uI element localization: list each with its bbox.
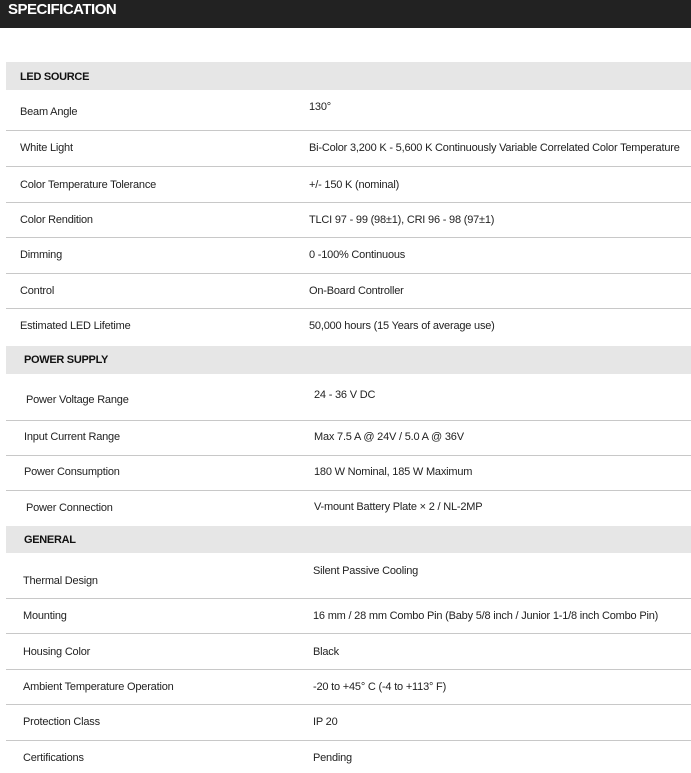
section-header-led-source: [6, 62, 691, 90]
spec-row: [6, 421, 691, 456]
spec-label: Power Voltage Range: [26, 394, 129, 406]
section-title: POWER SUPPLY: [24, 354, 109, 366]
spec-value: On-Board Controller: [309, 285, 404, 297]
spec-row: [6, 238, 691, 274]
spec-value: -20 to +45° C (-4 to +113° F): [313, 681, 447, 693]
spec-row: [6, 634, 691, 670]
spec-label: Color Temperature Tolerance: [20, 179, 157, 191]
spec-value: Bi-Color 3,200 K - 5,600 K Continuously Variable Correlated Color Temperature: [309, 142, 680, 154]
spec-value: 0 -100% Continuous: [309, 249, 406, 261]
spec-row: [6, 131, 691, 167]
spec-value: 16 mm / 28 mm Combo Pin (Baby 5/8 inch / Junior 1-1/8 inch Combo Pin): [313, 610, 659, 622]
spec-row: [6, 456, 691, 491]
spec-value: V-mount Battery Plate × 2 / NL-2MP: [314, 501, 483, 513]
spec-value: TLCI 97 - 99 (98±1), CRI 96 - 98 (97±1): [309, 214, 495, 226]
spec-label: Protection Class: [23, 716, 100, 728]
header-bar: [0, 0, 691, 28]
spec-label: Power Consumption: [24, 466, 120, 478]
spec-row: [6, 670, 691, 705]
spec-row: [6, 374, 691, 421]
spec-label: Estimated LED Lifetime: [20, 320, 131, 332]
spec-label: Thermal Design: [23, 575, 98, 587]
spec-row: [6, 309, 691, 346]
spec-value: Black: [313, 646, 339, 658]
spec-label: Certifications: [23, 752, 84, 764]
spec-label: Housing Color: [23, 646, 91, 658]
spec-row: [6, 553, 691, 599]
section-header-general: [6, 526, 691, 553]
spec-value: 180 W Nominal, 185 W Maximum: [314, 466, 473, 478]
spec-label: Color Rendition: [20, 214, 93, 226]
spec-label: Ambient Temperature Operation: [23, 681, 174, 693]
spec-row: [6, 741, 691, 773]
spec-row: [6, 90, 691, 131]
spec-row: [6, 167, 691, 203]
section-title: LED SOURCE: [20, 71, 90, 83]
spec-row: [6, 203, 691, 238]
spec-label: Control: [20, 285, 55, 297]
page-title: SPECIFICATION: [8, 1, 117, 18]
spec-value: Pending: [313, 752, 352, 764]
spec-label: Power Connection: [26, 502, 113, 514]
spec-value: 24 - 36 V DC: [314, 389, 376, 401]
spec-label: Beam Angle: [20, 106, 78, 118]
spec-value: +/- 150 K (nominal): [309, 179, 400, 191]
spec-row: [6, 274, 691, 309]
spec-value: Max 7.5 A @ 24V / 5.0 A @ 36V: [314, 431, 464, 443]
spec-value: IP 20: [313, 716, 338, 728]
spec-label: Dimming: [20, 249, 62, 261]
section-header-power-supply: [6, 346, 691, 374]
spec-label: Input Current Range: [24, 431, 120, 443]
spec-value: Silent Passive Cooling: [313, 565, 419, 577]
spec-row: [6, 705, 691, 741]
spec-label: Mounting: [23, 610, 67, 622]
spec-value: 130°: [309, 101, 331, 113]
spec-label: White Light: [20, 142, 73, 154]
section-title: GENERAL: [24, 534, 76, 546]
spec-value: 50,000 hours (15 Years of average use): [309, 320, 495, 332]
spec-row: [6, 599, 691, 634]
spec-row: [6, 491, 691, 526]
